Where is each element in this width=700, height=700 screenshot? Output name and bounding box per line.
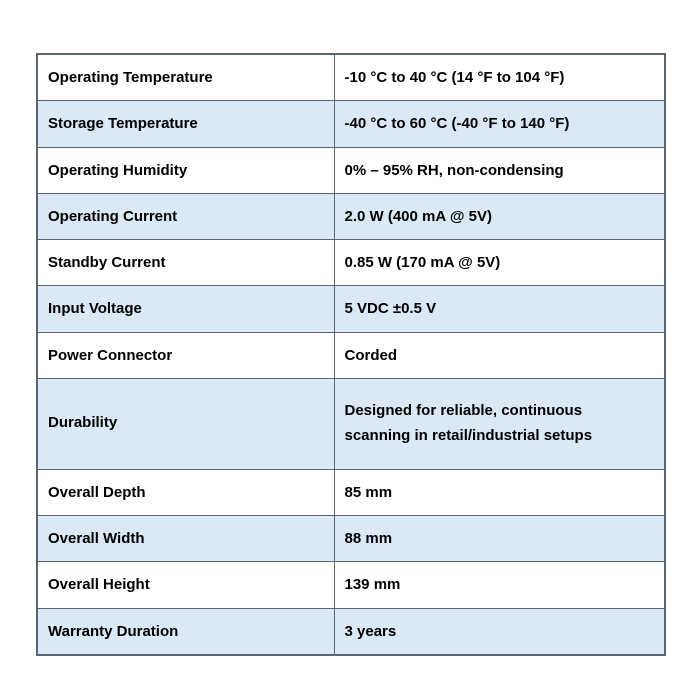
table-row <box>37 516 665 562</box>
spec-value: 85 mm <box>334 469 665 515</box>
spec-value: -10 °C to 40 °C (14 °F to 104 °F) <box>334 54 665 101</box>
spec-label: Storage Temperature <box>37 101 334 147</box>
spec-value: -40 °C to 60 °C (-40 °F to 140 °F) <box>334 101 665 147</box>
spec-label: Overall Height <box>37 562 334 608</box>
spec-value: 139 mm <box>334 562 665 608</box>
table-row <box>37 562 665 608</box>
table-row <box>37 193 665 239</box>
table-row <box>37 332 665 378</box>
spec-value: Designed for reliable, continuous scanning in retail/industrial setups <box>334 378 665 469</box>
table-row <box>37 147 665 193</box>
table-row <box>37 378 665 469</box>
table-row <box>37 101 665 147</box>
table-row <box>37 54 665 101</box>
spec-label: Standby Current <box>37 240 334 286</box>
spec-label: Input Voltage <box>37 286 334 332</box>
spec-table-body <box>37 54 665 655</box>
spec-value: 88 mm <box>334 516 665 562</box>
spec-label: Overall Depth <box>37 469 334 515</box>
spec-value: 0.85 W (170 mA @ 5V) <box>334 240 665 286</box>
spec-value: 2.0 W (400 mA @ 5V) <box>334 193 665 239</box>
table-row <box>37 240 665 286</box>
table-row <box>37 608 665 655</box>
spec-label: Operating Current <box>37 193 334 239</box>
table-row <box>37 286 665 332</box>
spec-label: Operating Temperature <box>37 54 334 101</box>
spec-value: 5 VDC ±0.5 V <box>334 286 665 332</box>
spec-value: 3 years <box>334 608 665 655</box>
spec-value: 0% – 95% RH, non-condensing <box>334 147 665 193</box>
spec-label: Power Connector <box>37 332 334 378</box>
spec-label: Operating Humidity <box>37 147 334 193</box>
spec-table <box>36 53 666 656</box>
table-row <box>37 469 665 515</box>
spec-label: Overall Width <box>37 516 334 562</box>
spec-value: Corded <box>334 332 665 378</box>
spec-label: Durability <box>37 378 334 469</box>
spec-label: Warranty Duration <box>37 608 334 655</box>
